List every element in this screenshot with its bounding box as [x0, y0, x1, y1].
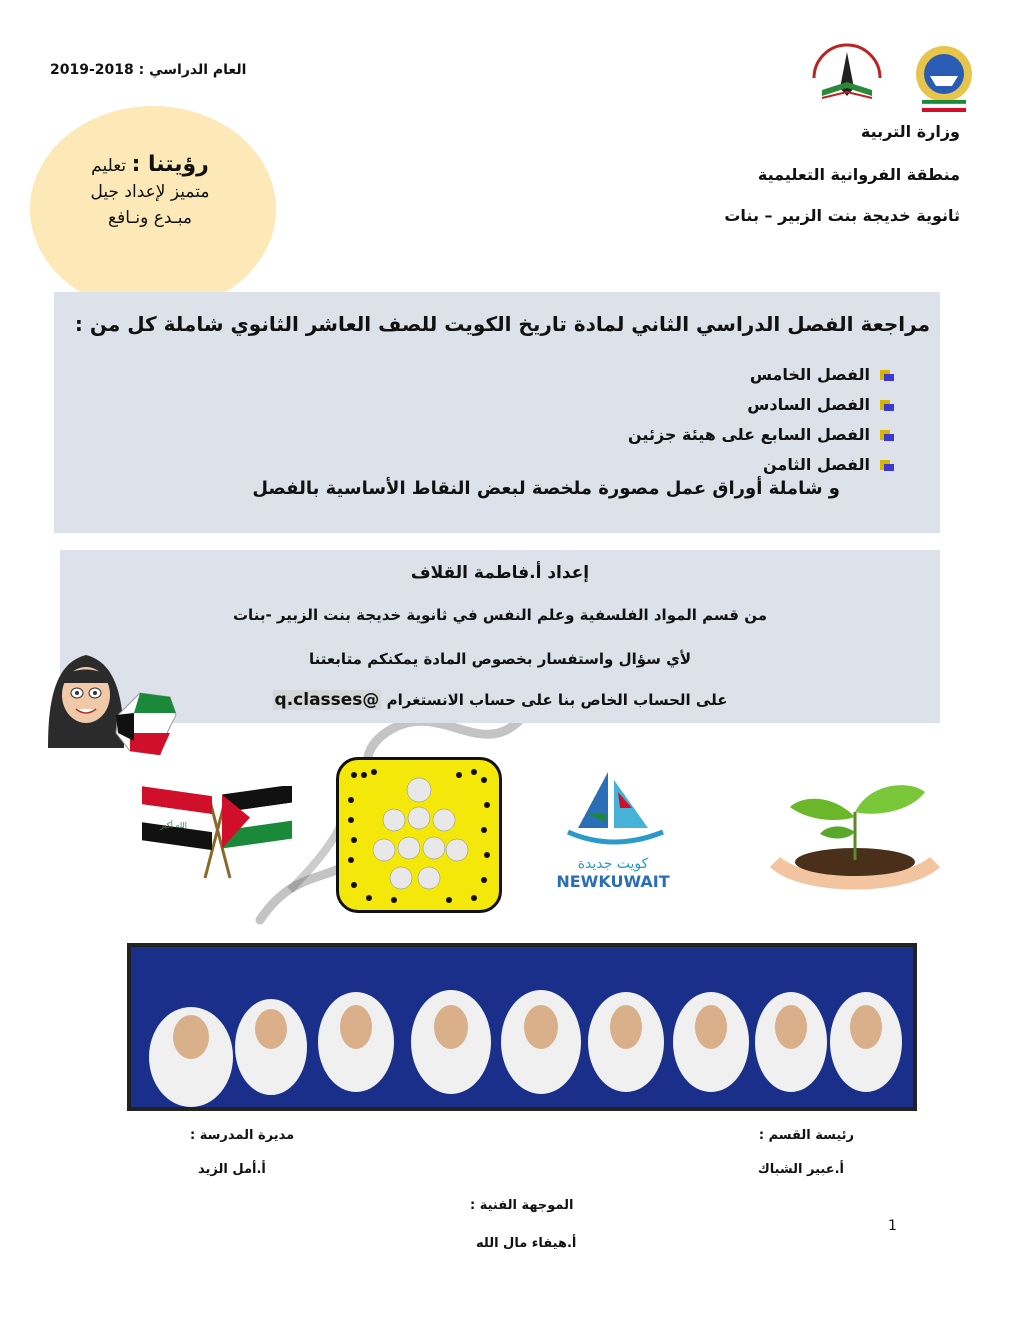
principal-title: مديرة المدرسة :	[190, 1128, 295, 1143]
summary-line: و شاملة أوراق عمل مصورة ملخصة لبعض النقاط الأساسية بالفصل	[252, 478, 840, 499]
supervisor-title: الموجهة الفنية :	[470, 1198, 574, 1213]
new-kuwait-sail-icon	[548, 762, 678, 852]
vision-line2: متميز لإعداد جيل	[90, 182, 210, 202]
vision-line3: مبـدع ونـافع	[108, 208, 192, 228]
new-kuwait-arabic: كويت جديدة	[577, 856, 649, 872]
instagram-text: على الحساب الخاص بنا على حساب الانستغرام	[386, 691, 728, 709]
supervisor-name: أ.هيفاء مال الله	[476, 1236, 577, 1251]
list-item: الفصل الثامن	[628, 450, 896, 480]
rulers-banner-image	[127, 943, 917, 1111]
kuwait-map-flag	[110, 685, 182, 760]
head-dept-name: أ.عبير الشباك	[757, 1162, 844, 1177]
list-item: الفصل الخامس	[628, 360, 896, 390]
vision-title: رؤيتنا :	[131, 152, 209, 177]
snapcode-dots	[339, 760, 499, 910]
iraq-flag-text: الله أكبر	[160, 821, 187, 830]
new-kuwait-logo	[548, 762, 678, 902]
district-name: منطقة الفروانية التعليمية	[757, 165, 960, 184]
ministry-name: وزارة التربية	[860, 122, 960, 141]
school-logo	[802, 38, 892, 110]
plant-in-hands-image	[760, 772, 950, 902]
list-item: الفصل السادس	[628, 390, 896, 420]
chapter-list	[628, 360, 896, 480]
bullet-arrow-icon	[878, 397, 896, 413]
vision-line1: تعليم	[91, 156, 127, 176]
department-line: من قسم المواد الفلسفية وعلم النفس في ثانوية خديجة بنت الزبير -بنات	[232, 606, 768, 624]
principal-name: أ.أمل الزيد	[198, 1162, 266, 1177]
academic-year: العام الدراسي : 2018-2019	[50, 62, 247, 78]
iraq-jordan-flags-image	[140, 786, 295, 881]
head-dept-title: رئيسة القسم :	[758, 1128, 854, 1143]
bullet-arrow-icon	[878, 427, 896, 443]
contact-line: لأي سؤال واستفسار بخصوص المادة يمكنكم متابعتنا	[308, 650, 692, 668]
prepared-by: إعداد أ.فاطمة القلاف	[410, 563, 590, 583]
instagram-handle-link[interactable]: @q.classes	[274, 690, 380, 710]
page-number: 1	[888, 1218, 897, 1234]
new-kuwait-label: NEWKUWAIT	[556, 872, 670, 891]
snapcode-image[interactable]	[336, 757, 502, 913]
ministry-emblem-logo	[912, 42, 976, 114]
bullet-arrow-icon	[878, 457, 896, 473]
bullet-arrow-icon	[878, 367, 896, 383]
review-title: مراجعة الفصل الدراسي الثاني لمادة تاريخ الكويت للصف العاشر الثانوي شاملة كل من :	[74, 312, 930, 336]
list-item: الفصل السابع على هيئة جزئين	[628, 420, 896, 450]
school-name: ثانوية خديجة بنت الزبير – بنات	[724, 206, 960, 225]
vision-text	[50, 152, 250, 231]
instagram-line	[60, 690, 940, 710]
